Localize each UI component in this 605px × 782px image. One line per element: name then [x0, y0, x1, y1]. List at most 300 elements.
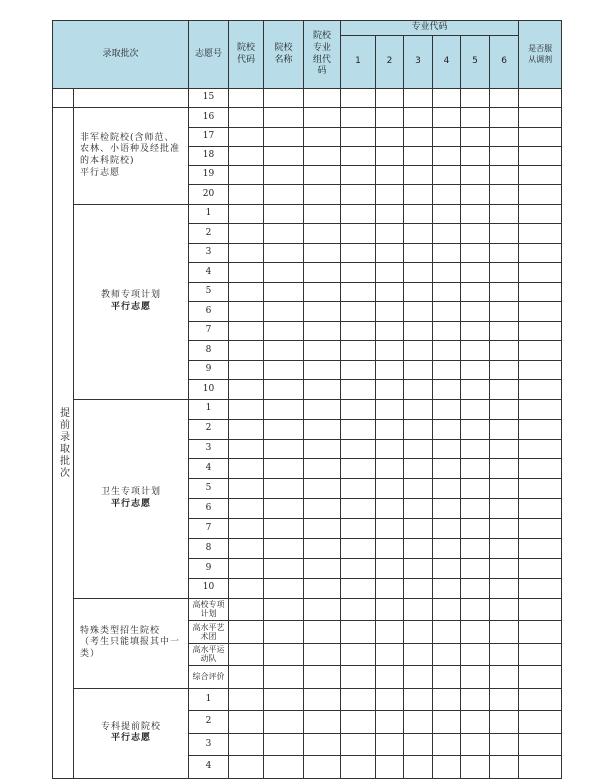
school-code-input[interactable]: [229, 711, 264, 734]
major-1-input[interactable]: [341, 204, 376, 224]
major-1-input[interactable]: [341, 598, 376, 621]
major-4-input[interactable]: [433, 621, 461, 644]
major-5-input[interactable]: [461, 621, 490, 644]
school-code-input[interactable]: [229, 578, 264, 598]
major-2-input[interactable]: [376, 459, 404, 479]
major-6-input[interactable]: [490, 598, 519, 621]
major-3-input[interactable]: [404, 643, 433, 666]
school-name-input[interactable]: [264, 263, 304, 283]
school-code-input[interactable]: [229, 539, 264, 559]
school-name-input[interactable]: [264, 643, 304, 666]
major-3-input[interactable]: [404, 539, 433, 559]
adjust-input[interactable]: [519, 621, 562, 644]
group-code-input[interactable]: [304, 666, 341, 689]
major-2-input[interactable]: [376, 539, 404, 559]
major-1-input[interactable]: [341, 282, 376, 302]
major-6-input[interactable]: [490, 108, 519, 127]
major-3-input[interactable]: [404, 166, 433, 185]
adjust-input[interactable]: [519, 578, 562, 598]
adjust-input[interactable]: [519, 282, 562, 302]
major-6-input[interactable]: [490, 621, 519, 644]
major-6-input[interactable]: [490, 166, 519, 185]
major-2-input[interactable]: [376, 419, 404, 439]
school-name-input[interactable]: [264, 459, 304, 479]
major-4-input[interactable]: [433, 499, 461, 519]
major-5-input[interactable]: [461, 711, 490, 734]
major-1-input[interactable]: [341, 666, 376, 689]
adjust-input[interactable]: [519, 204, 562, 224]
major-1-input[interactable]: [341, 733, 376, 756]
group-code-input[interactable]: [304, 282, 341, 302]
school-code-input[interactable]: [229, 302, 264, 322]
major-3-input[interactable]: [404, 302, 433, 322]
major-4-input[interactable]: [433, 666, 461, 689]
group-code-input[interactable]: [304, 302, 341, 322]
major-4-input[interactable]: [433, 360, 461, 380]
school-name-input[interactable]: [264, 399, 304, 419]
school-name-input[interactable]: [264, 204, 304, 224]
school-name-input[interactable]: [264, 185, 304, 204]
major-4-input[interactable]: [433, 282, 461, 302]
school-name-input[interactable]: [264, 146, 304, 165]
major-5-input[interactable]: [461, 224, 490, 244]
adjust-input[interactable]: [519, 108, 562, 127]
school-code-input[interactable]: [229, 519, 264, 539]
major-5-input[interactable]: [461, 479, 490, 499]
school-code-input[interactable]: [229, 733, 264, 756]
major-2-input[interactable]: [376, 666, 404, 689]
major-2-input[interactable]: [376, 711, 404, 734]
adjust-input[interactable]: [519, 166, 562, 185]
major-3-input[interactable]: [404, 89, 433, 108]
major-2-input[interactable]: [376, 439, 404, 459]
major-6-input[interactable]: [490, 519, 519, 539]
major-1-input[interactable]: [341, 756, 376, 779]
major-6-input[interactable]: [490, 243, 519, 263]
major-6-input[interactable]: [490, 204, 519, 224]
major-4-input[interactable]: [433, 756, 461, 779]
group-code-input[interactable]: [304, 127, 341, 146]
group-code-input[interactable]: [304, 321, 341, 341]
major-3-input[interactable]: [404, 321, 433, 341]
school-code-input[interactable]: [229, 166, 264, 185]
major-4-input[interactable]: [433, 711, 461, 734]
major-2-input[interactable]: [376, 243, 404, 263]
major-4-input[interactable]: [433, 243, 461, 263]
major-6-input[interactable]: [490, 558, 519, 578]
major-2-input[interactable]: [376, 519, 404, 539]
adjust-input[interactable]: [519, 146, 562, 165]
major-2-input[interactable]: [376, 479, 404, 499]
adjust-input[interactable]: [519, 127, 562, 146]
major-2-input[interactable]: [376, 341, 404, 361]
major-5-input[interactable]: [461, 108, 490, 127]
major-6-input[interactable]: [490, 711, 519, 734]
major-4-input[interactable]: [433, 89, 461, 108]
major-1-input[interactable]: [341, 688, 376, 711]
major-6-input[interactable]: [490, 185, 519, 204]
major-5-input[interactable]: [461, 146, 490, 165]
major-1-input[interactable]: [341, 558, 376, 578]
school-code-input[interactable]: [229, 185, 264, 204]
adjust-input[interactable]: [519, 360, 562, 380]
major-4-input[interactable]: [433, 439, 461, 459]
major-1-input[interactable]: [341, 419, 376, 439]
major-2-input[interactable]: [376, 578, 404, 598]
group-code-input[interactable]: [304, 439, 341, 459]
adjust-input[interactable]: [519, 321, 562, 341]
major-5-input[interactable]: [461, 519, 490, 539]
major-3-input[interactable]: [404, 598, 433, 621]
major-2-input[interactable]: [376, 166, 404, 185]
group-code-input[interactable]: [304, 558, 341, 578]
major-1-input[interactable]: [341, 621, 376, 644]
major-2-input[interactable]: [376, 127, 404, 146]
major-5-input[interactable]: [461, 733, 490, 756]
major-6-input[interactable]: [490, 479, 519, 499]
major-4-input[interactable]: [433, 185, 461, 204]
group-code-input[interactable]: [304, 166, 341, 185]
major-5-input[interactable]: [461, 399, 490, 419]
major-5-input[interactable]: [461, 89, 490, 108]
group-code-input[interactable]: [304, 108, 341, 127]
adjust-input[interactable]: [519, 733, 562, 756]
school-name-input[interactable]: [264, 224, 304, 244]
school-name-input[interactable]: [264, 439, 304, 459]
major-2-input[interactable]: [376, 688, 404, 711]
adjust-input[interactable]: [519, 499, 562, 519]
major-6-input[interactable]: [490, 302, 519, 322]
major-4-input[interactable]: [433, 479, 461, 499]
major-5-input[interactable]: [461, 539, 490, 559]
group-code-input[interactable]: [304, 204, 341, 224]
major-4-input[interactable]: [433, 539, 461, 559]
major-1-input[interactable]: [341, 499, 376, 519]
school-code-input[interactable]: [229, 243, 264, 263]
school-name-input[interactable]: [264, 302, 304, 322]
school-name-input[interactable]: [264, 666, 304, 689]
adjust-input[interactable]: [519, 643, 562, 666]
school-code-input[interactable]: [229, 321, 264, 341]
major-6-input[interactable]: [490, 360, 519, 380]
school-code-input[interactable]: [229, 146, 264, 165]
major-2-input[interactable]: [376, 733, 404, 756]
group-code-input[interactable]: [304, 578, 341, 598]
major-5-input[interactable]: [461, 459, 490, 479]
major-6-input[interactable]: [490, 666, 519, 689]
major-4-input[interactable]: [433, 321, 461, 341]
school-name-input[interactable]: [264, 499, 304, 519]
major-4-input[interactable]: [433, 578, 461, 598]
school-code-input[interactable]: [229, 204, 264, 224]
major-1-input[interactable]: [341, 459, 376, 479]
major-1-input[interactable]: [341, 321, 376, 341]
adjust-input[interactable]: [519, 380, 562, 400]
major-6-input[interactable]: [490, 733, 519, 756]
school-code-input[interactable]: [229, 360, 264, 380]
school-name-input[interactable]: [264, 539, 304, 559]
major-5-input[interactable]: [461, 578, 490, 598]
adjust-input[interactable]: [519, 666, 562, 689]
major-6-input[interactable]: [490, 499, 519, 519]
major-1-input[interactable]: [341, 578, 376, 598]
major-6-input[interactable]: [490, 439, 519, 459]
school-name-input[interactable]: [264, 127, 304, 146]
major-2-input[interactable]: [376, 558, 404, 578]
major-5-input[interactable]: [461, 558, 490, 578]
school-code-input[interactable]: [229, 459, 264, 479]
school-code-input[interactable]: [229, 224, 264, 244]
major-4-input[interactable]: [433, 166, 461, 185]
school-code-input[interactable]: [229, 499, 264, 519]
adjust-input[interactable]: [519, 243, 562, 263]
major-2-input[interactable]: [376, 643, 404, 666]
adjust-input[interactable]: [519, 89, 562, 108]
major-3-input[interactable]: [404, 108, 433, 127]
school-name-input[interactable]: [264, 360, 304, 380]
major-5-input[interactable]: [461, 643, 490, 666]
major-3-input[interactable]: [404, 263, 433, 283]
major-4-input[interactable]: [433, 733, 461, 756]
major-4-input[interactable]: [433, 108, 461, 127]
major-6-input[interactable]: [490, 459, 519, 479]
school-code-input[interactable]: [229, 282, 264, 302]
group-code-input[interactable]: [304, 263, 341, 283]
major-5-input[interactable]: [461, 598, 490, 621]
major-6-input[interactable]: [490, 282, 519, 302]
major-1-input[interactable]: [341, 127, 376, 146]
group-code-input[interactable]: [304, 89, 341, 108]
adjust-input[interactable]: [519, 756, 562, 779]
school-code-input[interactable]: [229, 419, 264, 439]
school-name-input[interactable]: [264, 341, 304, 361]
major-6-input[interactable]: [490, 539, 519, 559]
adjust-input[interactable]: [519, 439, 562, 459]
major-4-input[interactable]: [433, 643, 461, 666]
school-name-input[interactable]: [264, 380, 304, 400]
adjust-input[interactable]: [519, 688, 562, 711]
major-6-input[interactable]: [490, 688, 519, 711]
major-1-input[interactable]: [341, 399, 376, 419]
major-6-input[interactable]: [490, 224, 519, 244]
major-3-input[interactable]: [404, 360, 433, 380]
major-4-input[interactable]: [433, 598, 461, 621]
group-code-input[interactable]: [304, 621, 341, 644]
group-code-input[interactable]: [304, 459, 341, 479]
group-code-input[interactable]: [304, 419, 341, 439]
major-2-input[interactable]: [376, 204, 404, 224]
major-6-input[interactable]: [490, 756, 519, 779]
major-3-input[interactable]: [404, 399, 433, 419]
school-code-input[interactable]: [229, 341, 264, 361]
major-1-input[interactable]: [341, 243, 376, 263]
school-code-input[interactable]: [229, 380, 264, 400]
major-3-input[interactable]: [404, 499, 433, 519]
adjust-input[interactable]: [519, 399, 562, 419]
adjust-input[interactable]: [519, 598, 562, 621]
major-5-input[interactable]: [461, 360, 490, 380]
major-5-input[interactable]: [461, 127, 490, 146]
major-1-input[interactable]: [341, 108, 376, 127]
major-5-input[interactable]: [461, 380, 490, 400]
group-code-input[interactable]: [304, 243, 341, 263]
school-name-input[interactable]: [264, 519, 304, 539]
major-4-input[interactable]: [433, 302, 461, 322]
school-name-input[interactable]: [264, 756, 304, 779]
major-4-input[interactable]: [433, 263, 461, 283]
major-5-input[interactable]: [461, 341, 490, 361]
major-5-input[interactable]: [461, 439, 490, 459]
major-3-input[interactable]: [404, 341, 433, 361]
major-3-input[interactable]: [404, 578, 433, 598]
major-2-input[interactable]: [376, 399, 404, 419]
major-2-input[interactable]: [376, 360, 404, 380]
adjust-input[interactable]: [519, 539, 562, 559]
major-6-input[interactable]: [490, 399, 519, 419]
major-1-input[interactable]: [341, 643, 376, 666]
group-code-input[interactable]: [304, 146, 341, 165]
school-name-input[interactable]: [264, 711, 304, 734]
school-code-input[interactable]: [229, 399, 264, 419]
major-6-input[interactable]: [490, 643, 519, 666]
major-5-input[interactable]: [461, 302, 490, 322]
major-5-input[interactable]: [461, 166, 490, 185]
adjust-input[interactable]: [519, 519, 562, 539]
major-5-input[interactable]: [461, 263, 490, 283]
school-code-input[interactable]: [229, 263, 264, 283]
major-3-input[interactable]: [404, 127, 433, 146]
major-6-input[interactable]: [490, 263, 519, 283]
major-2-input[interactable]: [376, 224, 404, 244]
adjust-input[interactable]: [519, 341, 562, 361]
major-5-input[interactable]: [461, 688, 490, 711]
major-6-input[interactable]: [490, 127, 519, 146]
major-6-input[interactable]: [490, 146, 519, 165]
school-name-input[interactable]: [264, 733, 304, 756]
major-5-input[interactable]: [461, 185, 490, 204]
group-code-input[interactable]: [304, 598, 341, 621]
major-3-input[interactable]: [404, 666, 433, 689]
major-4-input[interactable]: [433, 688, 461, 711]
school-name-input[interactable]: [264, 108, 304, 127]
major-1-input[interactable]: [341, 711, 376, 734]
major-2-input[interactable]: [376, 598, 404, 621]
school-name-input[interactable]: [264, 578, 304, 598]
school-code-input[interactable]: [229, 688, 264, 711]
school-name-input[interactable]: [264, 621, 304, 644]
school-code-input[interactable]: [229, 439, 264, 459]
major-6-input[interactable]: [490, 419, 519, 439]
school-code-input[interactable]: [229, 479, 264, 499]
major-2-input[interactable]: [376, 302, 404, 322]
school-name-input[interactable]: [264, 166, 304, 185]
group-code-input[interactable]: [304, 756, 341, 779]
adjust-input[interactable]: [519, 558, 562, 578]
school-code-input[interactable]: [229, 621, 264, 644]
school-code-input[interactable]: [229, 666, 264, 689]
school-name-input[interactable]: [264, 282, 304, 302]
school-name-input[interactable]: [264, 688, 304, 711]
major-2-input[interactable]: [376, 185, 404, 204]
major-6-input[interactable]: [490, 578, 519, 598]
group-code-input[interactable]: [304, 341, 341, 361]
major-1-input[interactable]: [341, 263, 376, 283]
major-1-input[interactable]: [341, 539, 376, 559]
major-4-input[interactable]: [433, 146, 461, 165]
school-name-input[interactable]: [264, 558, 304, 578]
group-code-input[interactable]: [304, 688, 341, 711]
major-3-input[interactable]: [404, 380, 433, 400]
major-3-input[interactable]: [404, 204, 433, 224]
adjust-input[interactable]: [519, 419, 562, 439]
group-code-input[interactable]: [304, 499, 341, 519]
major-4-input[interactable]: [433, 204, 461, 224]
group-code-input[interactable]: [304, 399, 341, 419]
major-2-input[interactable]: [376, 263, 404, 283]
group-code-input[interactable]: [304, 711, 341, 734]
major-4-input[interactable]: [433, 558, 461, 578]
major-5-input[interactable]: [461, 204, 490, 224]
adjust-input[interactable]: [519, 459, 562, 479]
major-3-input[interactable]: [404, 282, 433, 302]
major-2-input[interactable]: [376, 146, 404, 165]
major-3-input[interactable]: [404, 519, 433, 539]
school-name-input[interactable]: [264, 598, 304, 621]
major-3-input[interactable]: [404, 688, 433, 711]
school-name-input[interactable]: [264, 321, 304, 341]
major-1-input[interactable]: [341, 360, 376, 380]
adjust-input[interactable]: [519, 224, 562, 244]
major-3-input[interactable]: [404, 479, 433, 499]
major-3-input[interactable]: [404, 439, 433, 459]
major-5-input[interactable]: [461, 282, 490, 302]
school-code-input[interactable]: [229, 598, 264, 621]
major-3-input[interactable]: [404, 243, 433, 263]
major-5-input[interactable]: [461, 499, 490, 519]
group-code-input[interactable]: [304, 643, 341, 666]
major-2-input[interactable]: [376, 499, 404, 519]
school-code-input[interactable]: [229, 643, 264, 666]
group-code-input[interactable]: [304, 539, 341, 559]
major-5-input[interactable]: [461, 666, 490, 689]
school-code-input[interactable]: [229, 127, 264, 146]
major-3-input[interactable]: [404, 146, 433, 165]
major-6-input[interactable]: [490, 321, 519, 341]
major-3-input[interactable]: [404, 621, 433, 644]
school-code-input[interactable]: [229, 108, 264, 127]
school-name-input[interactable]: [264, 479, 304, 499]
group-code-input[interactable]: [304, 733, 341, 756]
major-1-input[interactable]: [341, 380, 376, 400]
group-code-input[interactable]: [304, 479, 341, 499]
major-5-input[interactable]: [461, 321, 490, 341]
major-3-input[interactable]: [404, 558, 433, 578]
major-3-input[interactable]: [404, 711, 433, 734]
school-code-input[interactable]: [229, 89, 264, 108]
major-5-input[interactable]: [461, 756, 490, 779]
major-1-input[interactable]: [341, 519, 376, 539]
major-2-input[interactable]: [376, 756, 404, 779]
adjust-input[interactable]: [519, 185, 562, 204]
major-2-input[interactable]: [376, 89, 404, 108]
major-4-input[interactable]: [433, 459, 461, 479]
major-3-input[interactable]: [404, 419, 433, 439]
group-code-input[interactable]: [304, 224, 341, 244]
adjust-input[interactable]: [519, 711, 562, 734]
school-name-input[interactable]: [264, 419, 304, 439]
major-1-input[interactable]: [341, 341, 376, 361]
school-code-input[interactable]: [229, 558, 264, 578]
